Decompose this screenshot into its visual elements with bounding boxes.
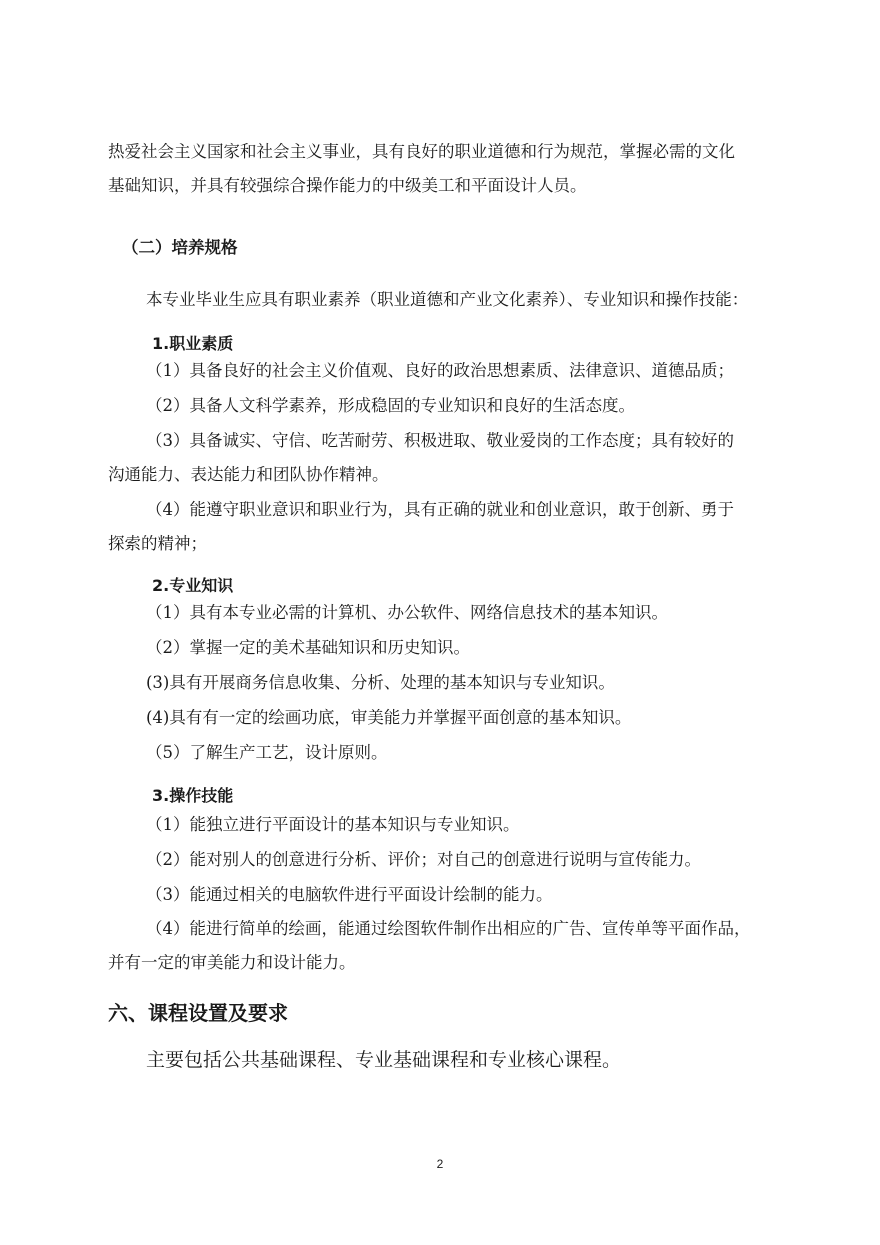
knowledge-item-4: (4)具有有一定的绘画功底，审美能力并掌握平面创意的基本知识。 [146, 708, 632, 727]
knowledge-item-3: (3)具有开展商务信息收集、分析、处理的基本知识与专业知识。 [146, 673, 615, 692]
section-6-heading: 六、课程设置及要求 [108, 1001, 288, 1025]
quality-item-4-line-1: （4）能遵守职业意识和职业行为，具有正确的就业和创业意识，敢于创新、勇于 [146, 500, 734, 519]
quality-item-4-line-2: 探索的精神； [108, 534, 207, 553]
skills-item-1: （1）能独立进行平面设计的基本知识与专业知识。 [146, 815, 520, 834]
intro-line-2: 基础知识，并具有较强综合操作能力的中级美工和平面设计人员。 [108, 176, 587, 195]
skills-item-4-line-2: 并有一定的审美能力和设计能力。 [108, 953, 356, 972]
quality-item-2: （2）具备人文科学素养，形成稳固的专业知识和良好的生活态度。 [146, 396, 635, 415]
quality-heading: 1.职业素质 [152, 334, 234, 353]
section-6-body: 主要包括公共基础课程、专业基础课程和专业核心课程。 [146, 1049, 622, 1071]
knowledge-item-1: （1）具有本专业必需的计算机、办公软件、网络信息技术的基本知识。 [146, 603, 668, 622]
skills-item-2: （2）能对别人的创意进行分析、评价；对自己的创意进行说明与宣传能力。 [146, 850, 701, 869]
knowledge-heading: 2.专业知识 [152, 576, 234, 595]
intro-line-1: 热爱社会主义国家和社会主义事业，具有良好的职业道德和行为规范，掌握必需的文化 [108, 142, 735, 161]
skills-heading: 3.操作技能 [152, 786, 234, 805]
skills-item-4-line-1: （4）能进行简单的绘画，能通过绘图软件制作出相应的广告、宣传单等平面作品， [146, 919, 751, 938]
quality-item-3-line-1: （3）具备诚实、守信、吃苦耐劳、积极进取、敬业爱岗的工作态度；具有较好的 [146, 431, 734, 450]
skills-item-3: （3）能通过相关的电脑软件进行平面设计绘制的能力。 [146, 885, 553, 904]
section-2-lead: 本专业毕业生应具有职业素养（职业道德和产业文化素养）、专业知识和操作技能： [146, 290, 749, 309]
knowledge-item-2: （2）掌握一定的美术基础知识和历史知识。 [146, 638, 470, 657]
quality-item-1: （1）具备良好的社会主义价值观、良好的政治思想素质、法律意识、道德品质； [146, 361, 734, 380]
section-2-heading: （二）培养规格 [122, 238, 238, 257]
knowledge-item-5: （5）了解生产工艺，设计原则。 [146, 743, 388, 762]
quality-item-3-line-2: 沟通能力、表达能力和团队协作精神。 [108, 465, 389, 484]
page-number: 2 [436, 1157, 444, 1171]
